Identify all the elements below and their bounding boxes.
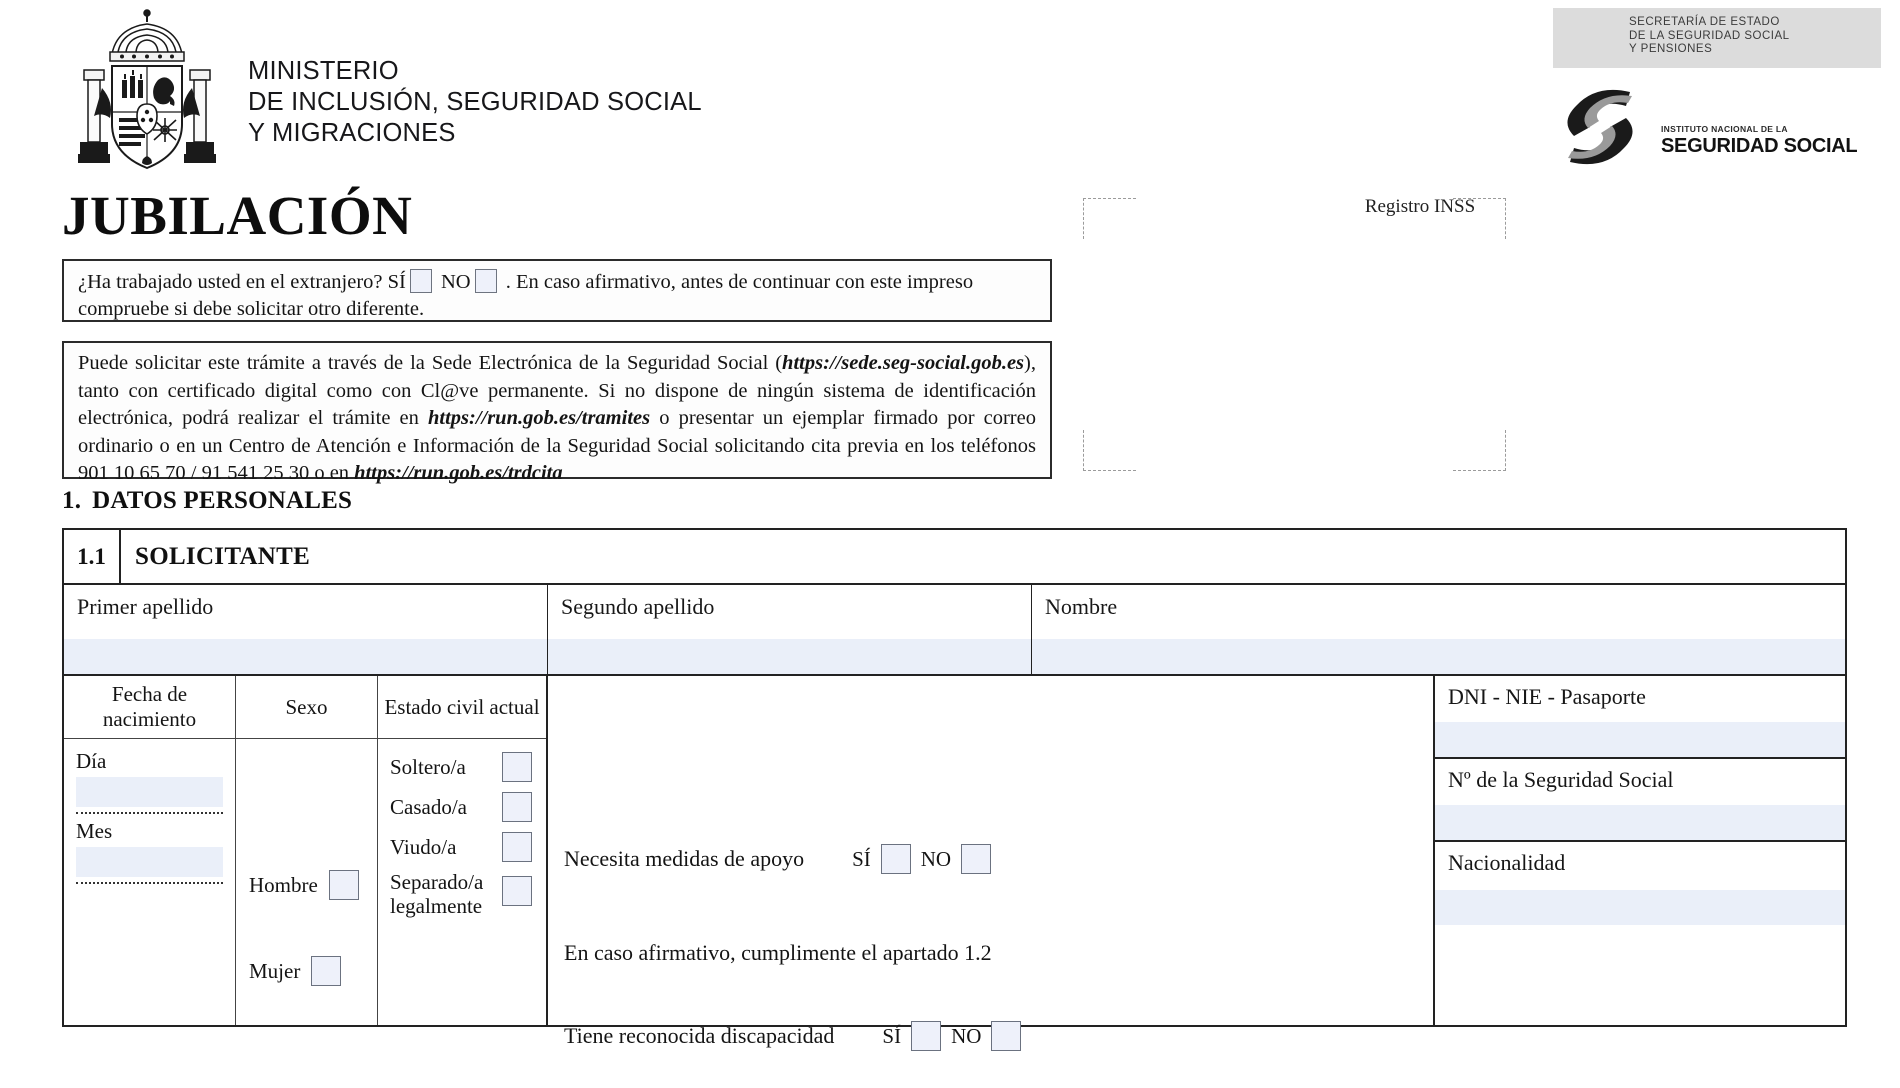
checkbox-apoyo-si[interactable] [881,844,911,874]
header-fecha-nacimiento: Fecha de nacimiento [64,676,235,739]
registro-stamp-area-corner-tl [1083,198,1136,239]
column-identidad [1435,676,1845,1025]
registro-stamp-area-corner-bl [1083,430,1136,471]
secretaria-line-2: DE LA SEGURIDAD SOCIAL [1629,29,1790,42]
input-segundo-apellido[interactable] [548,639,1031,674]
label-dia: Día [76,749,107,773]
checkbox-sexo-hombre[interactable] [329,870,359,900]
checkbox-estado-casado[interactable] [502,792,532,822]
notice-sede-text [78,350,1036,488]
label-estado-casado: Casado/a [390,795,467,819]
label-sexo-mujer: Mujer [249,958,301,983]
fecha-nacimiento-body [64,739,235,884]
column-estado-civil [378,676,548,1025]
question-discapacidad [564,1021,1021,1051]
option-sexo-mujer[interactable] [249,956,341,986]
input-nacionalidad[interactable] [1435,890,1845,925]
sede-part-3: o presentar un ejemplar firmado por correo ordinario o en un Centro de Atención e Información de la Seguridad Social solicitando cita previa en los teléfonos 901 10 65 70 / 91 541 25 30 o en [78,407,1036,484]
section-1-number: 1. [62,487,82,514]
option-estado-separado[interactable] [378,867,546,920]
label-estado-soltero: Soltero/a [390,755,466,779]
page-header [0,0,1900,185]
label-nombre: Nombre [1045,594,1118,619]
label-estado-separado: Separado/a legalmente [390,870,484,918]
input-primer-apellido[interactable] [64,639,547,674]
registro-stamp-area-corner-br [1453,430,1506,471]
note-apartado-1-2: En caso afirmativo, cumplimente el apartado 1.2 [564,940,992,965]
ministry-line-2: DE INCLUSIÓN, SEGURIDAD SOCIAL [248,88,702,116]
subsection-header-row [64,530,1845,583]
field-mes[interactable] [76,818,223,884]
inss-wordmark-big: SEGURIDAD SOCIAL [1661,135,1858,157]
inss-wordmark-small: INSTITUTO NACIONAL DE LA [1661,124,1788,134]
page-title: JUBILACIÓN [62,185,413,246]
label-sexo-hombre: Hombre [249,872,318,897]
discapacidad-yes-no-group [882,1021,1021,1051]
label-apoyo-si: SÍ [852,846,871,871]
sede-url-trdcita[interactable]: https://run.gob.es/trdcita [354,462,563,484]
field-primer-apellido[interactable] [64,585,548,674]
spain-coat-of-arms-icon [62,8,232,176]
section-1-heading [62,487,352,515]
column-sexo [236,676,378,1025]
divider-dia [76,811,223,814]
extranjero-no-checkbox[interactable] [475,269,497,293]
personal-data-row [64,674,1845,1048]
header-sexo: Sexo [236,676,377,739]
extranjero-no-label: NO [440,271,471,293]
field-segundo-apellido[interactable] [548,585,1032,674]
registro-inss-label: Registro INSS [1364,196,1476,217]
field-numero-seguridad-social[interactable] [1435,759,1845,842]
checkbox-sexo-mujer[interactable] [311,956,341,986]
secretaria-line-1: SECRETARÍA DE ESTADO [1629,16,1780,28]
label-discapacidad: Tiene reconocida discapacidad [564,1023,835,1048]
notice-extranjero [62,259,1052,322]
label-mes: Mes [76,819,113,843]
label-medidas-apoyo: Necesita medidas de apoyo [564,846,805,871]
estado-civil-body [378,739,546,920]
input-dia[interactable] [76,777,223,807]
sede-part-2: ), tanto con certificado digital como con Cl@ve permanente. Si no dispone de ningún sistema de identificación electrónica, podrá realizar el trámite en [78,352,1036,429]
column-apoyo-discapacidad [548,676,1435,1048]
option-estado-viudo[interactable] [378,827,546,867]
label-estado-viudo: Viudo/a [390,835,457,859]
label-numero-seguridad-social: Nº de la Seguridad Social [1448,767,1674,792]
field-nombre[interactable] [1032,585,1845,674]
extranjero-si-label: SÍ [387,271,406,293]
checkbox-estado-soltero[interactable] [502,752,532,782]
option-estado-soltero[interactable] [378,747,546,787]
input-nombre[interactable] [1032,639,1845,674]
checkbox-discapacidad-no[interactable] [991,1021,1021,1051]
field-dni-nie-pasaporte[interactable] [1435,676,1845,759]
divider-mes [76,881,223,884]
checkbox-estado-separado[interactable] [502,876,532,906]
checkbox-apoyo-no[interactable] [961,844,991,874]
apoyo-body [548,676,1433,1048]
inss-swirl-logo-icon [1552,86,1648,168]
field-nacionalidad[interactable] [1435,842,1845,925]
header-estado-civil: Estado civil actual [378,676,546,739]
input-dni-nie-pasaporte[interactable] [1435,722,1845,757]
checkbox-discapacidad-si[interactable] [911,1021,941,1051]
option-sexo-hombre[interactable] [249,870,359,900]
label-dni-nie-pasaporte: DNI - NIE - Pasaporte [1448,684,1646,709]
secretaria-line-3: Y PENSIONES [1629,43,1713,55]
apoyo-yes-no-group [852,844,991,874]
notice-extranjero-text [78,269,1036,323]
subsection-number: 1.1 [64,530,121,583]
extranjero-si-checkbox[interactable] [410,269,432,293]
notice-sede-electronica [62,341,1052,484]
section-1-title: DATOS PERSONALES [92,487,353,514]
ministry-line-1: MINISTERIO [248,57,399,85]
label-nacionalidad: Nacionalidad [1448,850,1566,875]
subsection-title: SOLICITANTE [135,542,311,570]
option-estado-casado[interactable] [378,787,546,827]
input-mes[interactable] [76,847,223,877]
notice-extranjero-lead: ¿Ha trabajado usted en el extranjero? [78,271,383,293]
sexo-body [236,739,377,1088]
ministry-wordmark [248,56,702,149]
notice-extranjero-tail: . En caso afirmativo, antes de continuar con este impreso compruebe si debe solicitar otro diferente. [78,271,974,320]
label-discapacidad-no: NO [951,1023,982,1048]
solicitante-form-table [62,528,1847,1048]
label-primer-apellido: Primer apellido [77,594,214,619]
sede-url-tramites[interactable]: https://run.gob.es/tramites [427,407,651,429]
field-dia[interactable] [76,748,223,814]
inss-wordmark [1661,124,1857,158]
label-discapacidad-si: SÍ [882,1023,902,1048]
label-segundo-apellido: Segundo apellido [561,594,715,619]
registro-stamp-area-corner-tr [1453,198,1506,239]
sede-url-sede[interactable]: https://sede.seg-social.gob.es [782,352,1025,374]
label-apoyo-no: NO [920,846,952,871]
input-numero-seguridad-social[interactable] [1435,805,1845,840]
ministry-line-3: Y MIGRACIONES [248,119,456,147]
question-medidas-apoyo [564,844,991,874]
column-fecha-nacimiento [64,676,236,1025]
checkbox-estado-viudo[interactable] [502,832,532,862]
secretaria-estado-text [1629,16,1790,57]
sede-part-1: Puede solicitar este trámite a través de la Sede Electrónica de la Seguridad Social ( [78,352,783,374]
names-row [64,583,1845,674]
